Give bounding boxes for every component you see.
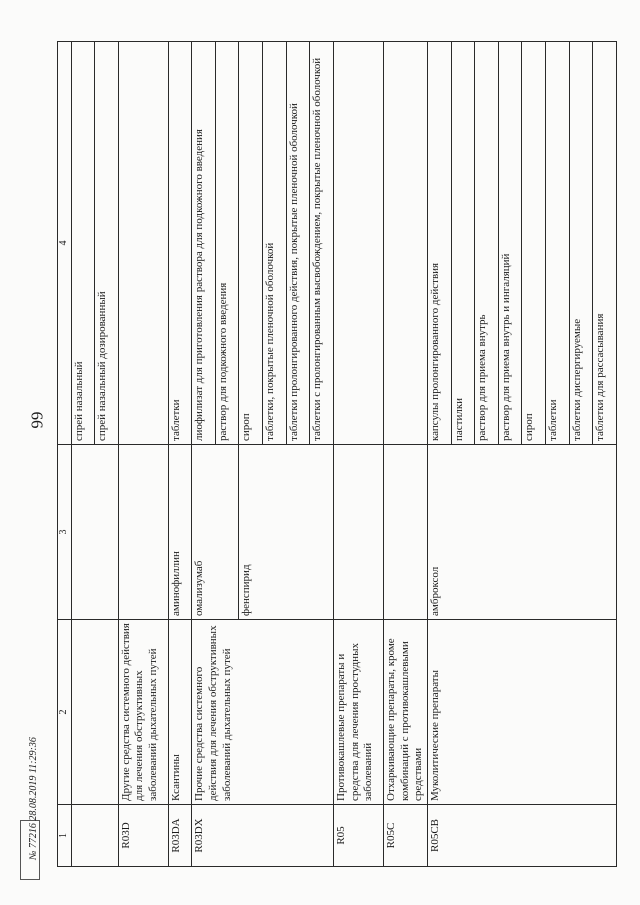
substance-cell [333,445,383,620]
page-number-text: 66 [27,411,46,429]
substance-cell: аминофиллин [168,445,192,620]
form-cell: таблетки с пролонгированным высвобождением, покрытые пленочной оболочкой [310,42,334,445]
substance-cell [118,445,168,620]
code-cell: R03DX [192,805,334,867]
form-cell: спрей назальный [71,42,95,445]
code-cell: R05CB [428,805,617,867]
substance-cell: омализумаб [192,445,239,620]
code-cell: R03DA [168,805,192,867]
form-cell: таблетки для рассасывания [593,42,617,445]
code-cell [71,805,118,867]
table-row [71,42,95,867]
code-cell: R03D [118,805,168,867]
form-cell: сироп [522,42,546,445]
form-cell: пастилки [451,42,475,445]
group-cell: Другие средства системного действия для лечения обструктивных заболеваний дыхательных путей [118,620,168,805]
substance-cell [71,445,118,620]
form-cell: капсулы пролонгированного действия [428,42,452,445]
code-cell: R05 [333,805,383,867]
form-cell: таблетки пролонгированного действия, покрытые пленочной оболочкой [286,42,310,445]
substance-cell [383,445,427,620]
form-cell: таблетки, покрытые пленочной оболочкой [263,42,287,445]
group-cell: Отхаркивающие препараты, кроме комбинаций с противокашлевыми средствами [383,620,427,805]
substance-cell: амброксол [428,445,617,620]
footer-registration-text: № 77216 28.08.2019 11:29:36 [28,737,39,860]
header-col-1: 1 [58,805,72,867]
form-cell: таблетки [546,42,570,445]
group-cell: Прочие средства системного действия для лечения обструктивных заболеваний дыхательных путей [192,620,334,805]
form-cell [118,42,168,445]
form-cell: сироп [239,42,263,445]
footer [22,600,52,860]
form-cell [383,42,427,445]
table-row [168,42,192,867]
drug-table [57,41,617,867]
table-row [192,42,216,867]
table-row [118,42,168,867]
rotated-table-container [57,42,617,867]
table-header-row [58,42,72,867]
form-cell [333,42,383,445]
form-cell: раствор для подкожного введения [215,42,239,445]
substance-cell: фенспирид [239,445,333,620]
form-cell: спрей назальный дозированный [95,42,119,445]
form-cell: таблетки диспергируемые [569,42,593,445]
code-cell: R05C [383,805,427,867]
page-number [16,400,56,440]
form-cell: раствор для приема внутрь [475,42,499,445]
form-cell: раствор для приема внутрь и ингаляций [498,42,522,445]
header-col-3: 3 [58,445,72,620]
group-cell [71,620,118,805]
header-col-4: 4 [58,42,72,445]
table-row [333,42,383,867]
form-cell: лиофилизат для приготовления раствора для подкожного введения [192,42,216,445]
header-col-2: 2 [58,620,72,805]
group-cell: Муколитические препараты [428,620,617,805]
table-row [428,42,452,867]
group-cell: Ксантины [168,620,192,805]
group-cell: Противокашлевые препараты и средства для лечения простудных заболеваний [333,620,383,805]
table-row [383,42,427,867]
form-cell: таблетки [168,42,192,445]
